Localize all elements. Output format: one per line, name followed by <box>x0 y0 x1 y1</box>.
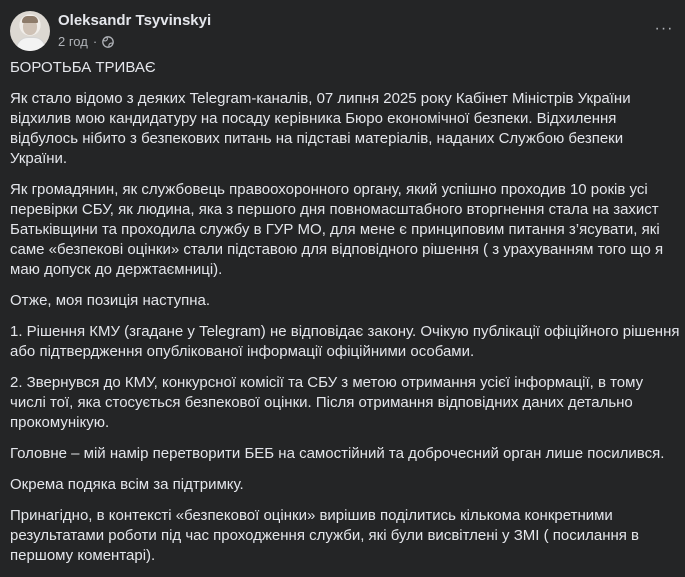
post-paragraph: Окрема подяка всім за підтримку. <box>10 476 244 493</box>
post-paragraph: 1. Рішення КМУ (згадане у Telegram) не відповідає закону. Очікую публікації офіційного рішення або підтвердження опублікованої інформації офіційними особами. <box>10 323 680 360</box>
post-header <box>0 0 685 58</box>
post-time[interactable]: 2 год <box>58 34 88 49</box>
globe-icon[interactable] <box>102 36 114 48</box>
post-paragraph: 2. Звернувся до КМУ, конкурсної комісії та СБУ з метою отримання усієї інформації, в тому числі тої, яка стосується безпекової оцінки. Після отримання відповідних даних детально прокомунікую. <box>10 374 644 431</box>
author-name[interactable]: Oleksandr Tsyvinskyi <box>58 12 212 29</box>
avatar-body-shape <box>16 37 46 51</box>
avatar-hair-shape <box>22 16 38 23</box>
post-body <box>10 58 680 577</box>
post-paragraph: Як громадянин, як службовець правоохоронного органу, який успішно проходив 10 років усі перевірки СБУ, як людина, яка з першого дня повномасштабного вторгнення стала на захист Батьківщини та проходила службу в ГУР МО, для мене є принциповим питання з’ясувати, які саме «безпекові оцінки» стали підставою для відповідного рішення ( з урахуванням того що я маю допуск до держтаємниці). <box>10 181 664 278</box>
more-options-icon[interactable]: ··· <box>654 20 674 37</box>
post-meta <box>58 34 114 49</box>
post-paragraph: Як стало відомо з деяких Telegram-каналів, 07 липня 2025 року Кабінет Міністрів України відхилив мою кандидатуру на посаду керівника Бюро економічної безпеки. Відхилення відбулось нібито з безпекових питань на підставі матеріалів, наданих Службою безпеки України. <box>10 90 631 167</box>
meta-separator: · <box>92 34 98 49</box>
post-paragraph: Отже, моя позиція наступна. <box>10 292 211 309</box>
avatar[interactable] <box>10 11 50 51</box>
post-paragraph: Головне – мій намір перетворити БЕБ на самостійний та доброчесний орган лише посилився. <box>10 445 665 462</box>
post-headline: БОРОТЬБА ТРИВАЄ <box>10 59 156 76</box>
post-paragraph: Принагідно, в контексті «безпекової оцінки» вирішив поділитись кількома конкретними результатами роботи під час проходження служби, які були висвітлені у ЗМІ ( посилання в першому коментарі). <box>10 507 640 564</box>
